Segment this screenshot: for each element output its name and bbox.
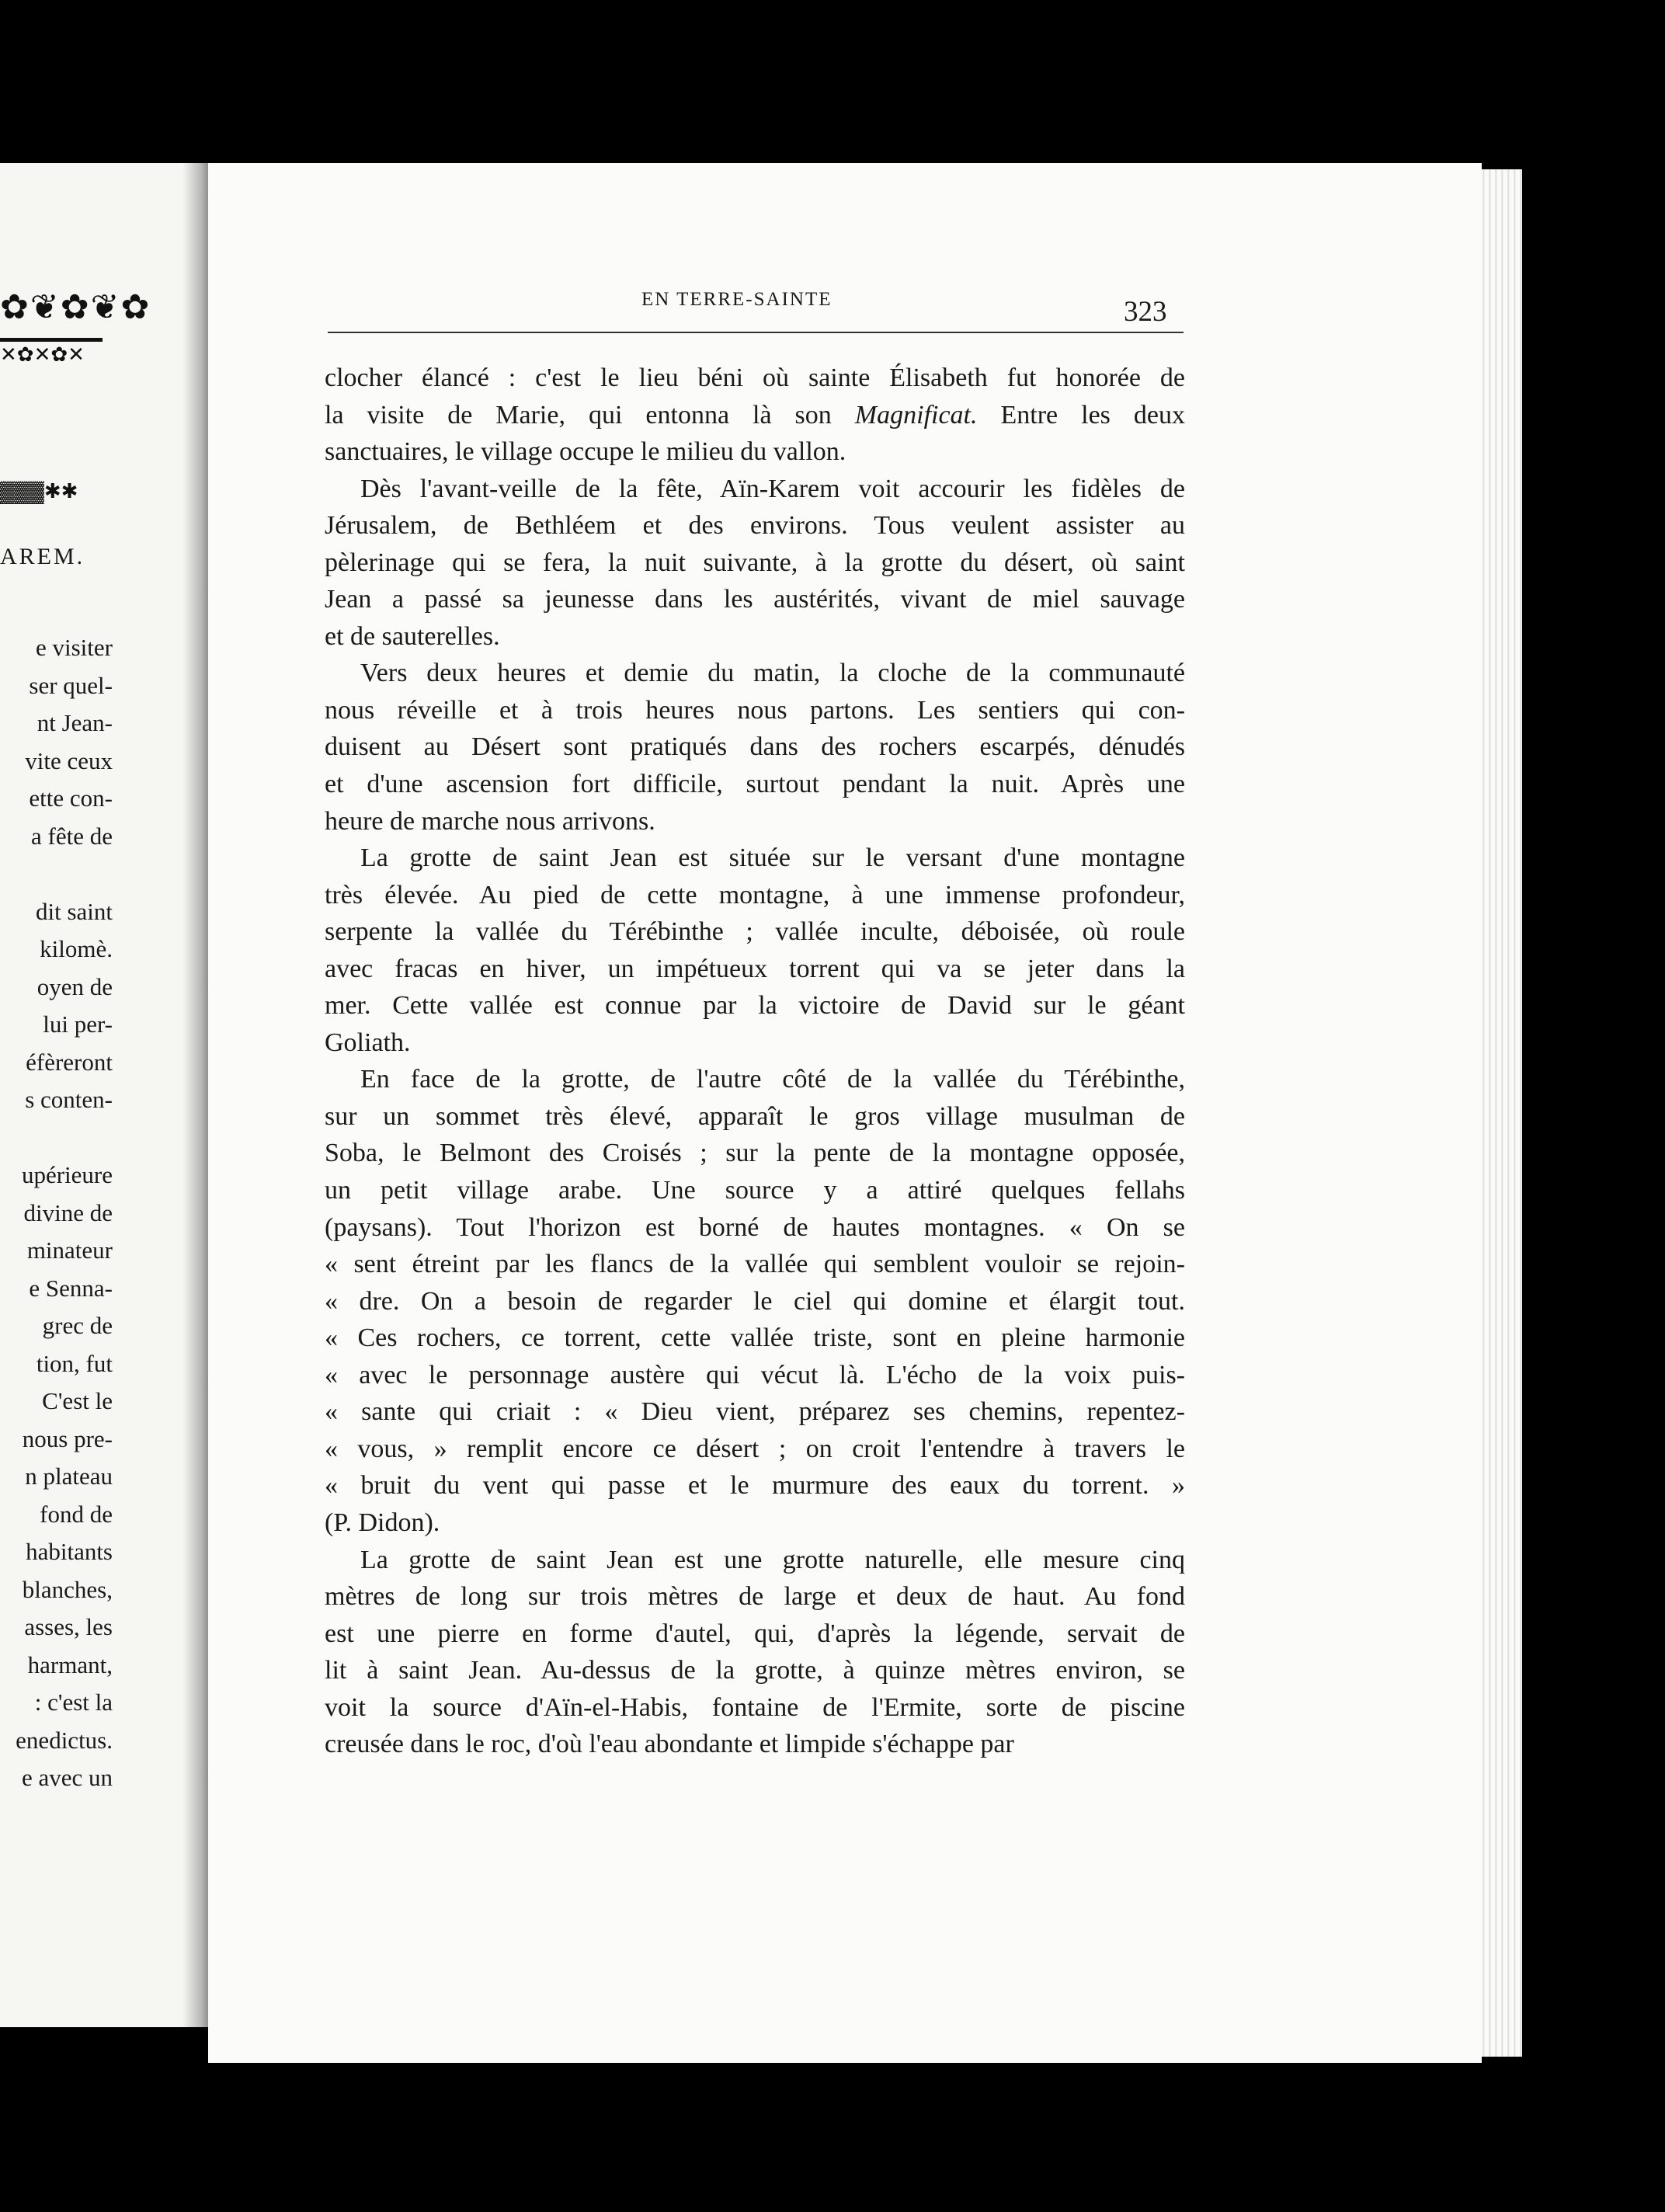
running-title: EN TERRE-SAINTE: [641, 289, 832, 310]
text-line: lit à saint Jean. Au-dessus de la grotte, à quinze mètres environ, se: [325, 1656, 1185, 1685]
text-line: pèlerinage qui se fera, la nuit suivante, à la grotte du désert, où saint: [325, 548, 1185, 577]
italic-word: Magnificat.: [854, 400, 978, 430]
text-line: est une pierre en forme d'autel, qui, d'après la légende, servait de: [325, 1619, 1185, 1648]
text-line: un petit village arabe. Une source y a attiré quelques fellahs: [325, 1176, 1185, 1205]
left-page-line: blanches,: [22, 1575, 113, 1603]
ornament-band-icon: ▓▓▓✱✱: [0, 480, 78, 503]
left-page-line: dit saint: [35, 897, 113, 925]
paragraph: [325, 471, 1185, 656]
left-page-line: : c'est la: [34, 1689, 113, 1716]
text-line: et d'une ascension fort difficile, surtout pendant la nuit. Après une: [325, 770, 1185, 799]
text-line: sanctuaires, le village occupe le milieu du vallon.: [325, 437, 846, 467]
left-page-line: divine de: [23, 1198, 113, 1226]
text-line: très élevée. Au pied de cette montagne, à une immense profondeur,: [325, 880, 1185, 909]
left-page-line: asses, les: [24, 1613, 113, 1640]
left-page-line: minateur: [26, 1236, 113, 1264]
left-page-line: [16, 1119, 113, 1157]
left-page-text: [16, 629, 113, 1797]
text-line: « dre. On a besoin de regarder le ciel qui domine et élargit tout.: [325, 1286, 1185, 1316]
left-page-line: nt Jean-: [36, 709, 113, 736]
paragraph: [325, 1061, 1185, 1541]
text-line: mètres de long sur trois mètres de large et deux de haut. Au fond: [325, 1582, 1185, 1612]
left-page-line: kilomè.: [40, 935, 113, 962]
text-line: Goliath.: [325, 1028, 411, 1057]
left-page-line: e visiter: [36, 634, 113, 661]
left-page-line: habitants: [26, 1538, 113, 1565]
left-page-line: éfèreront: [26, 1048, 113, 1076]
text-line: « bruit du vent qui passe et le murmure des eaux du torrent. »: [325, 1471, 1185, 1501]
text-line: avec fracas en hiver, un impétueux torrent qui va se jeter dans la: [325, 954, 1185, 983]
left-facing-page: [0, 163, 214, 2027]
left-page-line: C'est le: [42, 1387, 113, 1414]
left-page-line: upérieure: [21, 1161, 113, 1188]
text-line: Vers deux heures et demie du matin, la cloche de la communauté: [360, 659, 1185, 688]
text-line: Jérusalem, de Bethléem et des environs. Tous veulent assister au: [325, 511, 1185, 541]
header-rule: [328, 332, 1184, 333]
left-page-line: [16, 855, 113, 893]
text-line: heure de marche nous arrivons.: [325, 806, 655, 836]
left-page-line: lui per-: [43, 1010, 113, 1038]
left-page-line: e avec un: [21, 1764, 113, 1791]
left-page-line: nous pre-: [22, 1424, 113, 1452]
text-line: la visite de Marie, qui entonna là son Magnificat. Entre les deux: [325, 400, 1185, 430]
left-page-line: harmant,: [27, 1650, 113, 1678]
text-line: creusée dans le roc, d'où l'eau abondante et limpide s'échappe par: [325, 1730, 1014, 1759]
text-line: mer. Cette vallée est connue par la victoire de David sur le géant: [325, 991, 1185, 1021]
left-page-line: e Senna-: [29, 1274, 113, 1302]
text-line: « sent étreint par les flancs de la vallée qui semblent vouloir se rejoin-: [325, 1250, 1185, 1279]
left-page-line: vite ceux: [25, 746, 113, 774]
text-line: « vous, » remplit encore ce désert ; on croit l'entendre à travers le: [325, 1434, 1185, 1463]
text-line: nous réveille et à trois heures nous partons. Les sentiers qui con-: [325, 695, 1185, 725]
text-line: serpente la vallée du Térébinthe ; vallée inculte, déboisée, où roule: [325, 917, 1185, 947]
left-page-line: ser quel-: [29, 671, 113, 699]
text-line: et de sauterelles.: [325, 621, 500, 651]
left-page-line: s conten-: [25, 1086, 113, 1113]
left-page-line: enedictus.: [16, 1726, 113, 1754]
paragraph: [325, 1542, 1185, 1763]
page-number: 323: [1124, 296, 1167, 328]
text-line: Dès l'avant-veille de la fête, Aïn-Karem voit accourir les fidèles de: [360, 474, 1185, 503]
left-page-line: tion, fut: [36, 1349, 113, 1377]
text-line: « avec le personnage austère qui vécut là. L'écho de la voix puis-: [325, 1360, 1185, 1389]
left-page-line: a fête de: [31, 822, 113, 850]
paragraph: [325, 840, 1185, 1061]
left-page-line: ette con-: [29, 784, 113, 812]
left-page-line: fond de: [40, 1500, 113, 1528]
text-line: Soba, le Belmont des Croisés ; sur la pente de la montagne opposée,: [325, 1139, 1185, 1168]
text-line: « Ces rochers, ce torrent, cette vallée triste, sont en pleine harmonie: [325, 1323, 1185, 1353]
text-line: La grotte de saint Jean est située sur le versant d'une montagne: [360, 843, 1185, 873]
paragraph: [325, 360, 1185, 471]
text-line: Jean a passé sa jeunesse dans les austérités, vivant de miel sauvage: [325, 585, 1185, 614]
text-line: La grotte de saint Jean est une grotte naturelle, elle mesure cinq: [360, 1545, 1185, 1574]
text-line: clocher élancé : c'est le lieu béni où sainte Élisabeth fut honorée de: [325, 363, 1185, 392]
left-page-line: oyen de: [36, 972, 113, 1000]
text-line: « sante qui criait : « Dieu vient, préparez ses chemins, repentez-: [325, 1397, 1185, 1427]
ornament-rule: [0, 338, 103, 342]
text-line: duisent au Désert sont pratiqués dans des rochers escarpés, dénudés: [325, 732, 1185, 762]
page-body-text: [325, 360, 1185, 1763]
ornament-icon: ✿❦✿❦✿: [0, 288, 151, 326]
text-line: (P. Didon).: [325, 1508, 440, 1537]
text-line: sur un sommet très élevé, apparaît le gros village musulman de: [325, 1101, 1185, 1131]
paragraph: [325, 655, 1185, 840]
text-line: voit la source d'Aïn-el-Habis, fontaine de l'Ermite, sorte de piscine: [325, 1692, 1185, 1722]
left-page-heading: AREM.: [0, 544, 85, 569]
text-line: En face de la grotte, de l'autre côté de la vallée du Térébinthe,: [360, 1065, 1185, 1094]
ornament-border-icon: ✕✿✕✿✕: [0, 343, 85, 366]
left-page-line: grec de: [42, 1312, 113, 1339]
left-page-line: n plateau: [25, 1462, 113, 1490]
text-line: (paysans). Tout l'horizon est borné de hautes montagnes. « On se: [325, 1212, 1185, 1242]
